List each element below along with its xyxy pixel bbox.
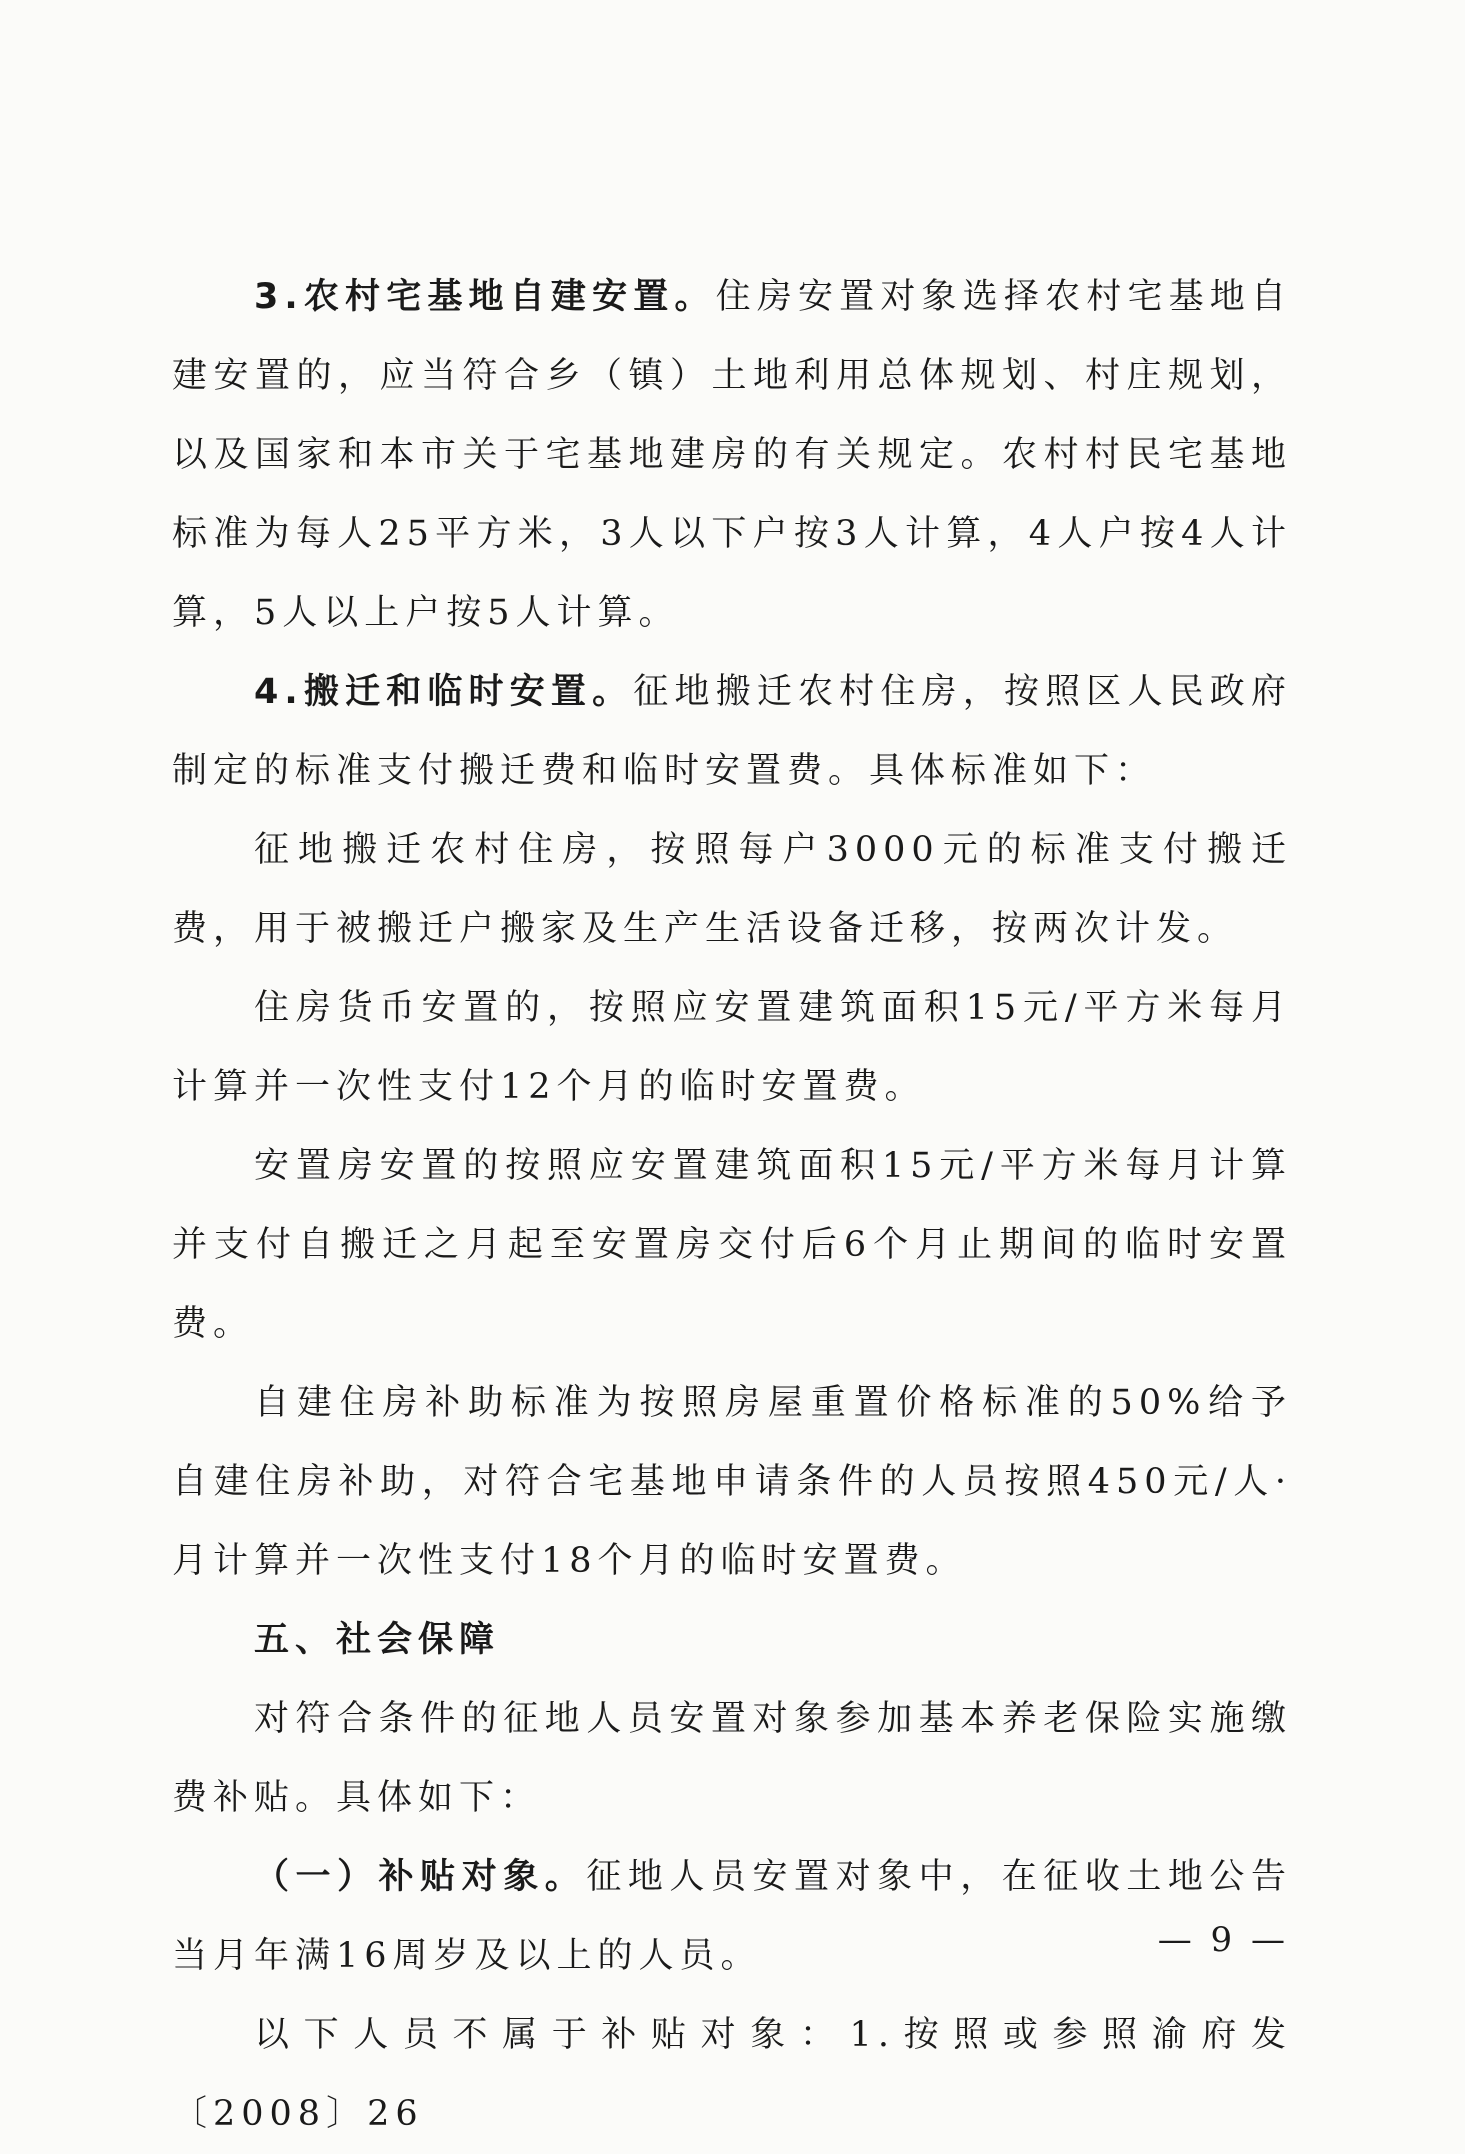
paragraph-social-security-intro: 对符合条件的征地人员安置对象参加基本养老保险实施缴费补贴。具体如下： bbox=[172, 1699, 1292, 1818]
paragraph-text: 征地人员安置对象中，在征收土地公告当月年满16周岁及以上的人员。 bbox=[172, 1857, 1292, 1976]
paragraph-subsidy-target bbox=[172, 1838, 1292, 1996]
paragraph-relocation bbox=[172, 653, 1292, 811]
paragraph-lead: （一）补贴对象。 bbox=[254, 1857, 587, 1897]
paragraph-self-build-subsidy: 自建住房补助标准为按照房屋重置价格标准的50%给予自建住房补助，对符合宅基地申请条件的人员按照450元/人·月计算并一次性支付18个月的临时安置费。 bbox=[172, 1383, 1292, 1581]
paragraph-lead: 4.搬迁和临时安置。 bbox=[254, 672, 634, 712]
paragraph-exclusions: 以下人员不属于补贴对象：1.按照或参照渝府发〔2008〕26 bbox=[172, 2015, 1292, 2134]
section-heading: 五、社会保障 bbox=[254, 1620, 501, 1660]
document-body bbox=[172, 258, 1292, 2154]
paragraph-lead: 3.农村宅基地自建安置。 bbox=[254, 277, 716, 317]
paragraph-text: 征地搬迁农村住房，按照区人民政府制定的标准支付搬迁费和临时安置费。具体标准如下： bbox=[172, 672, 1292, 791]
paragraph-homestead-resettlement bbox=[172, 258, 1292, 653]
paragraph-housing-resettlement: 安置房安置的按照应安置建筑面积15元/平方米每月计算并支付自搬迁之月起至安置房交付后6个月止期间的临时安置费。 bbox=[172, 1146, 1292, 1344]
paragraph-monetary-resettlement: 住房货币安置的，按照应安置建筑面积15元/平方米每月计算并一次性支付12个月的临时安置费。 bbox=[172, 988, 1292, 1107]
page-number: — 9 — bbox=[1157, 1920, 1289, 1960]
paragraph-text: 住房安置对象选择农村宅基地自建安置的，应当符合乡（镇）土地利用总体规划、村庄规划，以及国家和本市关于宅基地建房的有关规定。农村村民宅基地标准为每人25平方米，3人以下户按3人计算，4人户按4人计算，5人以上户按5人计算。 bbox=[172, 277, 1292, 633]
paragraph-relocation-fee: 征地搬迁农村住房，按照每户3000元的标准支付搬迁费，用于被搬迁户搬家及生产生活设备迁移，按两次计发。 bbox=[172, 830, 1292, 949]
